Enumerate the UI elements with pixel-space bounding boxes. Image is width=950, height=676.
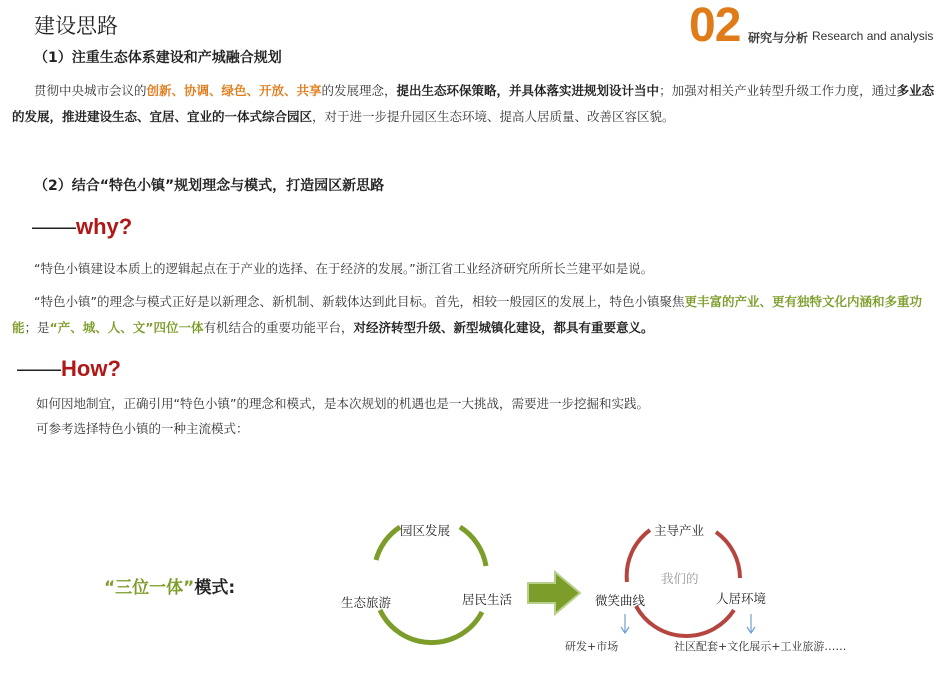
right-ring-center-label: 我们的: [661, 571, 699, 586]
left-ring-arc-bottom: [380, 610, 482, 643]
right-ring-left-label: 微笑曲线: [595, 593, 646, 608]
p2-bold: 对经济转型升级、新型城镇化建设，都具有重要意义。: [353, 320, 654, 335]
transition-arrow: [528, 572, 580, 614]
how-text: How?: [61, 356, 121, 381]
down-arrow-right: [747, 614, 755, 633]
p2-highlight-1: 更丰富的产业、更有独特文化内涵和多重功能: [12, 294, 922, 335]
how-paragraph-1: 如何因地制宜，正确引用“特色小镇”的理念和模式，是本次规划的机遇也是一大挑战，需要进一步挖掘和实践。: [36, 396, 649, 411]
left-ring-arc-top-left: [376, 527, 400, 560]
section-title-en: Research and analysis: [812, 29, 934, 43]
p2-text-c: 有机结合的重要功能平台，: [203, 320, 354, 335]
page-title: 建设思路: [34, 14, 118, 38]
section-1-heading: （1）注重生态体系建设和产城融合规划: [34, 50, 282, 66]
why-text: why?: [76, 214, 133, 239]
how-paragraph-2: 可参考选择特色小镇的一种主流模式：: [36, 421, 249, 436]
p2-text-a: “特色小镇”的理念与模式正好是以新理念、新机制、新载体达到此目标。首先，相较一般园区的发展上，特色小镇聚焦: [34, 294, 685, 309]
p1-highlight: 创新、协调、绿色、开放、共享: [146, 83, 322, 98]
under-left-label: 研发+市场: [565, 640, 619, 653]
p1-bold-2: 多业态的发展，推进建设生态、宜居、宜业的一体式综合园区: [12, 83, 935, 124]
model-quote: “三位一体”: [104, 578, 195, 598]
p2-highlight-2: “产、城、人、文”四位一体: [49, 320, 204, 335]
p2-text-b: ；是: [24, 320, 50, 335]
section-2-heading: （2）结合“特色小镇”规划理念与模式，打造园区新思路: [34, 178, 385, 194]
p1-text-d: ，对于进一步提升园区生态环境、提高人居质量、改善区容区貌。: [312, 109, 675, 124]
why-dash: ——: [32, 214, 76, 239]
left-ring-top-label: 园区发展: [400, 523, 451, 538]
down-arrow-left: [621, 614, 629, 633]
section-title-cn: 研究与分析: [748, 31, 809, 45]
p1-bold-1: 提出生态环保策略，并具体落实进规划设计当中: [396, 83, 660, 98]
p1-text-b: 的发展理念，: [321, 83, 397, 98]
left-ring-arc-top-right: [460, 527, 486, 566]
right-ring-arc-top-left: [627, 530, 650, 582]
quote-paragraph: “特色小镇建设本质上的逻辑起点在于产业的选择、在于经济的发展。”浙江省工业经济研究所所长兰建平如是说。: [34, 261, 654, 276]
left-ring-left-label: 生态旅游: [341, 595, 392, 610]
section-number: 02: [689, 0, 741, 52]
p1-text-a: 贯彻中央城市会议的: [34, 83, 147, 98]
right-ring-right-label: 人居环境: [716, 591, 767, 606]
right-ring-arc-bottom: [636, 606, 734, 636]
how-dash: ——: [17, 356, 61, 381]
left-ring-right-label: 居民生活: [462, 592, 513, 607]
p1-text-c: ；加强对相关产业转型升级工作力度，通过: [659, 83, 897, 98]
right-ring-arc-top-right: [716, 532, 740, 578]
under-right-label: 社区配套+文化展示+工业旅游……: [674, 640, 847, 653]
right-ring-top-label: 主导产业: [654, 523, 705, 538]
model-suffix: 模式:: [194, 578, 236, 598]
